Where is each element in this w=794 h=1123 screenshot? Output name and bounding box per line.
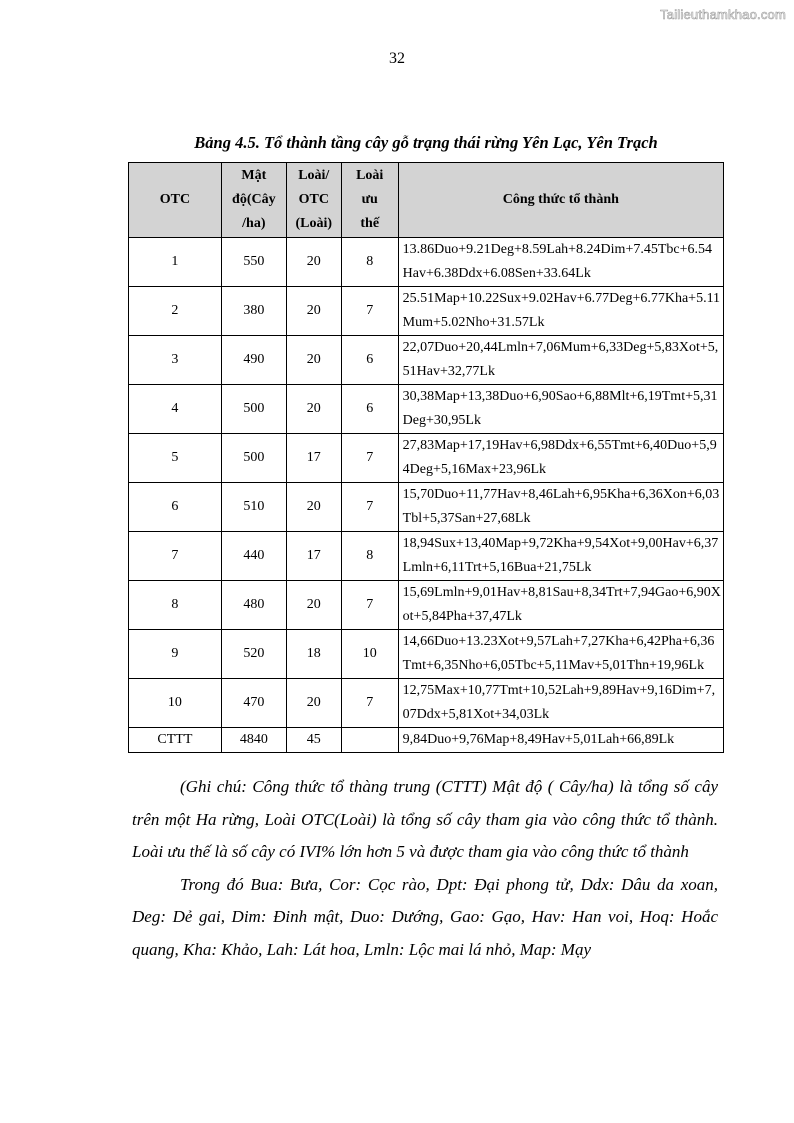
watermark: Tailieuthamkhao.com [660, 7, 786, 22]
cell-density: 510 [221, 483, 286, 532]
header-dominant-line: ưu [361, 192, 378, 207]
table-row [129, 287, 724, 336]
cell-dominant: 7 [341, 287, 398, 336]
table-row [129, 679, 724, 728]
cell-density: 380 [221, 287, 286, 336]
cell-formula: 12,75Max+10,77Tmt+10,52Lah+9,89Hav+9,16Dim+7,07Ddx+5,81Xot+34,03Lk [398, 679, 723, 728]
table-row-total [129, 728, 724, 753]
cell-species: 20 [286, 336, 341, 385]
header-density-line: Mật [241, 168, 267, 183]
header-dominant-line: Loài [356, 168, 384, 183]
table-row [129, 434, 724, 483]
header-density [221, 163, 286, 238]
cell-otc: 9 [129, 630, 222, 679]
cell-dominant: 7 [341, 483, 398, 532]
header-dominant-line: thế [360, 216, 380, 231]
header-species [286, 163, 341, 238]
header-species-line: (Loài) [295, 216, 333, 231]
table-row [129, 581, 724, 630]
table-row [129, 336, 724, 385]
cell-otc: 3 [129, 336, 222, 385]
composition-table [128, 162, 724, 753]
cell-otc: 4 [129, 385, 222, 434]
cell-formula: 25.51Map+10.22Sux+9.02Hav+6.77Deg+6.77Kha+5.11Mum+5.02Nho+31.57Lk [398, 287, 723, 336]
cell-dominant: 8 [341, 532, 398, 581]
cell-species: 20 [286, 581, 341, 630]
table-row [129, 385, 724, 434]
cell-otc: 1 [129, 238, 222, 287]
cell-dominant: 10 [341, 630, 398, 679]
cell-dominant: 6 [341, 385, 398, 434]
cell-dominant: 7 [341, 434, 398, 483]
table-row [129, 483, 724, 532]
cell-formula: 9,84Duo+9,76Map+8,49Hav+5,01Lah+66,89Lk [398, 728, 723, 753]
cell-density: 520 [221, 630, 286, 679]
page-number: 32 [389, 50, 405, 67]
cell-formula: 27,83Map+17,19Hav+6,98Ddx+6,55Tmt+6,40Duo+5,94Deg+5,16Max+23,96Lk [398, 434, 723, 483]
cell-species: 20 [286, 679, 341, 728]
cell-species: 20 [286, 385, 341, 434]
cell-otc: 6 [129, 483, 222, 532]
cell-density: 490 [221, 336, 286, 385]
cell-density: 500 [221, 385, 286, 434]
cell-dominant: 6 [341, 336, 398, 385]
header-density-line: /ha) [242, 216, 266, 231]
table-row [129, 238, 724, 287]
cell-density: 470 [221, 679, 286, 728]
cell-formula: 14,66Duo+13.23Xot+9,57Lah+7,27Kha+6,42Pha+6,36Tmt+6,35Nho+6,05Tbc+5,11Mav+5,01Thn+19,96Lk [398, 630, 723, 679]
cell-dominant: 8 [341, 238, 398, 287]
cell-formula: 15,69Lmln+9,01Hav+8,81Sau+8,34Trt+7,94Gao+6,90Xot+5,84Pha+37,47Lk [398, 581, 723, 630]
header-density-line: độ(Cây [232, 192, 276, 207]
cell-dominant: 7 [341, 679, 398, 728]
cell-dominant [341, 728, 398, 753]
cell-density: 480 [221, 581, 286, 630]
table-row [129, 630, 724, 679]
cell-otc: CTTT [129, 728, 222, 753]
header-species-line: OTC [298, 192, 329, 207]
cell-otc: 2 [129, 287, 222, 336]
cell-species: 18 [286, 630, 341, 679]
cell-density: 500 [221, 434, 286, 483]
cell-otc: 7 [129, 532, 222, 581]
header-formula: Công thức tổ thành [398, 163, 723, 238]
cell-formula: 15,70Duo+11,77Hav+8,46Lah+6,95Kha+6,36Xon+6,03Tbl+5,37San+27,68Lk [398, 483, 723, 532]
table-caption: Bảng 4.5. Tổ thành tầng cây gỗ trạng thái rừng Yên Lạc, Yên Trạch [194, 133, 658, 152]
cell-species: 17 [286, 434, 341, 483]
cell-formula: 18,94Sux+13,40Map+9,72Kha+9,54Xot+9,00Hav+6,37Lmln+6,11Trt+5,16Bua+21,75Lk [398, 532, 723, 581]
cell-density: 4840 [221, 728, 286, 753]
cell-formula: 30,38Map+13,38Duo+6,90Sao+6,88Mlt+6,19Tmt+5,31Deg+30,95Lk [398, 385, 723, 434]
table-header-row [129, 163, 724, 238]
cell-species: 20 [286, 287, 341, 336]
cell-species: 45 [286, 728, 341, 753]
header-species-line: Loài/ [298, 168, 330, 183]
cell-otc: 8 [129, 581, 222, 630]
cell-species: 20 [286, 483, 341, 532]
cell-species: 17 [286, 532, 341, 581]
header-otc: OTC [129, 163, 222, 238]
cell-density: 550 [221, 238, 286, 287]
cell-formula: 22,07Duo+20,44Lmln+7,06Mum+6,33Deg+5,83Xot+5,51Hav+32,77Lk [398, 336, 723, 385]
cell-otc: 10 [129, 679, 222, 728]
note-paragraph: (Ghi chú: Công thức tổ thàng trung (CTTT) Mật độ ( Cây/ha) là tổng số cây trên một Ha rừng, Loài OTC(Loài) là tổng số cây tham gia vào công thức tổ thành. Loài ưu thế là số cây có IVI% lớn hơn 5 và được tham gia vào công thức tổ thành [132, 777, 718, 861]
note-paragraph: Trong đó Bua: Bưa, Cor: Cọc rào, Dpt: Đại phong tử, Ddx: Dâu da xoan, Deg: Dẻ gai, Dim: Đinh mật, Duo: Dướng, Gao: Gạo, Hav: Han voi, Hoq: Hoắc quang, Kha: Khảo, Lah: Lát hoa, Lmln: Lộc mai lá nhỏ, Map: Mạy [132, 874, 718, 959]
table-row [129, 532, 724, 581]
cell-otc: 5 [129, 434, 222, 483]
cell-density: 440 [221, 532, 286, 581]
cell-formula: 13.86Duo+9.21Deg+8.59Lah+8.24Dim+7.45Tbc+6.54Hav+6.38Ddx+6.08Sen+33.64Lk [398, 238, 723, 287]
cell-species: 20 [286, 238, 341, 287]
cell-dominant: 7 [341, 581, 398, 630]
notes-section [132, 771, 718, 966]
header-dominant [341, 163, 398, 238]
